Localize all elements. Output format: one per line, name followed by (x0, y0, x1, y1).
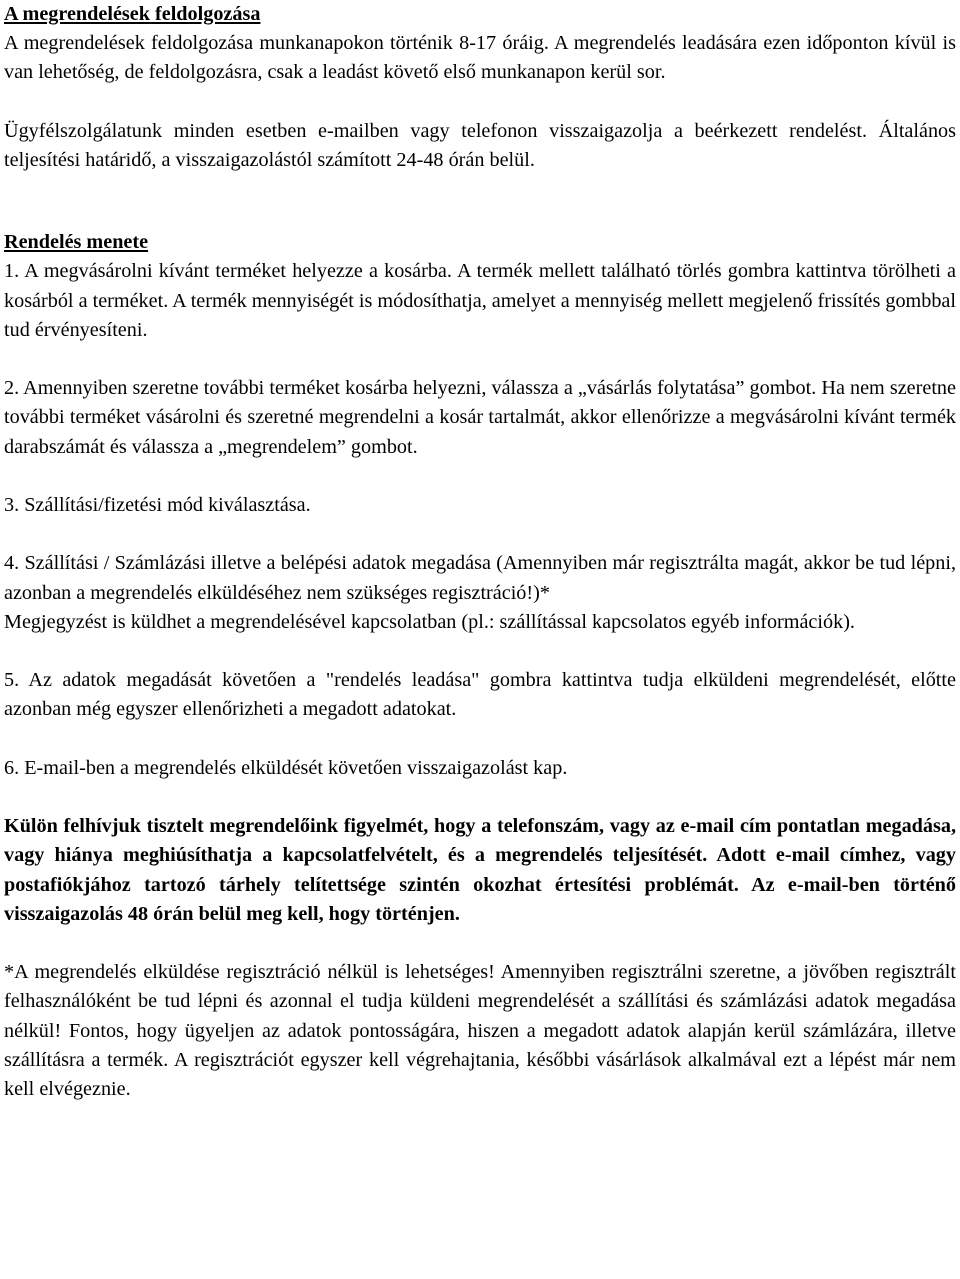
spacer (4, 929, 956, 958)
processing-paragraph-1: A megrendelések feldolgozása munkanapokon történik 8-17 óráig. A megrendelés leadására ezen időponton kívül is van lehetőség, de feldolgozásra, csak a leadást követő első munkanapon kerül sor. (4, 32, 956, 84)
spacer (4, 462, 956, 491)
order-step-4-note: Megjegyzést is küldhet a megrendelésével kapcsolatban (pl.: szállítással kapcsolatos egyéb információk). (4, 610, 855, 633)
section-heading-order-steps: Rendelés menete (4, 231, 149, 254)
registration-footnote: *A megrendelés elküldése regisztráció nélkül is lehetséges! Amennyiben regisztrálni szeretne, a jövőben regisztrált felhasználóként be tud lépni és azonnal el tudja küldeni megrendelését a szállítási és számlázási adatok megadása nélkül! Fontos, hogy ügyeljen az adatok pontosságára, hiszen a megadott adatok alapján kerül számlázára, illetve szállításra a termék. A regisztrációt egyszer kell végrehajtania, későbbi vásárlások alkalmával ezt a lépést már nem kell elvégeznie. (4, 961, 956, 1100)
order-step-3: 3. Szállítási/fizetési mód kiválasztása. (4, 494, 311, 516)
section-heading-processing: A megrendelések feldolgozása (4, 3, 261, 25)
document-page (4, 0, 956, 1104)
spacer (4, 637, 956, 666)
order-step-1: 1. A megvásárolni kívánt terméket helyezze a kosárba. A termék mellett található törlés gombra kattintva törölheti a kosárból a terméket. A termék mennyiségét is módosíthatja, amelyet a mennyiség mellett megjelenő frissítés gombbal tud érvényesíteni. (4, 260, 956, 341)
spacer (4, 783, 956, 812)
spacer (4, 345, 956, 374)
spacer (4, 175, 956, 228)
order-step-6: 6. E-mail-ben a megrendelés elküldését követően visszaigazolást kap. (4, 756, 568, 779)
spacer (4, 725, 956, 754)
order-step-2: 2. Amennyiben szeretne további terméket kosárba helyezni, válassza a „vásárlás folytatása” gombot. Ha nem szeretne további terméket vásárolni és szeretné megrendelni a kosár tartalmát, akkor ellenőrizze a megvásárolni kívánt termék darabszámát és válassza a „megrendelem” gombot. (4, 377, 956, 458)
spacer (4, 520, 956, 549)
processing-paragraph-2: Ügyfélszolgálatunk minden esetben e-mailben vagy telefonon visszaigazolja a beérkezett rendelést. Általános teljesítési határidő, a visszaigazolástól számított 24-48 órán belül. (4, 119, 956, 171)
order-step-5: 5. Az adatok megadását követően a "rendelés leadása" gombra kattintva tudja elküldeni megrendelését, előtte azonban még egyszer ellenőrizheti a megadott adatokat. (4, 669, 956, 721)
notice-paragraph: Külön felhívjuk tisztelt megrendelőink figyelmét, hogy a telefonszám, vagy az e-mail cím pontatlan megadása, vagy hiánya meghiúsíthatja a kapcsolatfelvételt, és a megrendelés teljesítését. Adott e-mail címhez, vagy postafiókjához tartozó tárhely telítettsége szintén okozhat értesítési problémát. Az e-mail-ben történő visszaigazolás 48 órán belül meg kell, hogy történjen. (4, 815, 956, 925)
order-step-4: 4. Szállítási / Számlázási illetve a belépési adatok megadása (Amennyiben már regisztrálta magát, akkor be tud lépni, azonban a megrendelés elküldéséhez nem szükséges regisztráció!)* (4, 552, 956, 604)
spacer (4, 88, 956, 117)
